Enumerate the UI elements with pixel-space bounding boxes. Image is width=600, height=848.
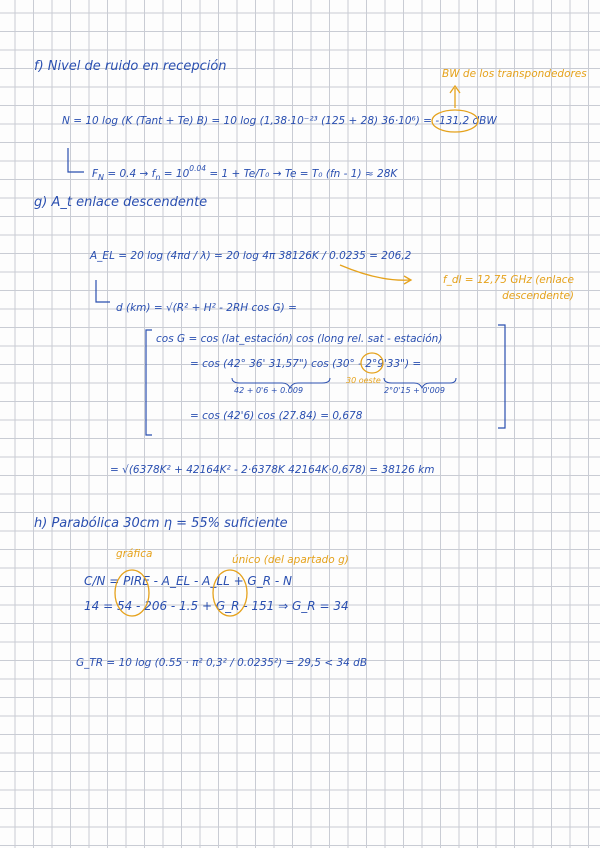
fdl-note: f_dl = 12,75 GHz (enlace descendente) <box>442 274 574 302</box>
section-h-heading: h) Parabólica 30cm η = 55% suficiente <box>34 516 288 531</box>
cos-line-2: = cos (42° 36' 31,57") cos (30° - 2°9'33") = <box>190 358 422 370</box>
cn-values: 14 = 54 - 206 - 1.5 + G_R - 151 ⇒ G_R = 34 <box>84 599 349 613</box>
cos-line-3: = cos (42'6) cos (27.84) = 0,678 <box>190 410 363 422</box>
section-g-heading: g) A_t enlace descendente <box>34 195 208 210</box>
bw-note: BW de los transpondedores <box>442 68 587 80</box>
bracket-right <box>498 325 505 428</box>
section-f-heading: f) Nivel de ruido en recepción <box>34 59 227 74</box>
noise-equation: N = 10 log (K (Tant + Te) B) = 10 log (1,38·10⁻²³ (125 + 28) 36·10⁶) = -131,2 dBW <box>62 115 497 127</box>
te-equation <box>92 164 398 185</box>
te-eq-exp: 0.04 <box>189 164 206 173</box>
te-eq-mid2: = 10 <box>160 168 190 180</box>
fdl-arrow <box>340 265 410 280</box>
gtr-equation: G_TR = 10 log (0.55 · π² 0,3² / 0.0235²) = 29,5 < 34 dB <box>76 657 368 669</box>
g-hook-arrow <box>96 280 110 302</box>
te-eq-sub1: N <box>98 173 105 183</box>
ael-equation: A_EL = 20 log (4πd / λ) = 20 log 4π 38126K / 0.0235 = 206,2 <box>90 250 412 262</box>
cos-under-2: 2°0'15 + 0'009 <box>384 386 445 395</box>
fdl-arrow-head <box>404 276 411 284</box>
te-eq-pre: F <box>92 168 99 180</box>
f-hook-arrow <box>68 148 84 172</box>
bracket-left <box>146 330 152 435</box>
cos-line-1: cos G = cos (lat_estación) cos (long rel. sat - estación) <box>156 333 443 345</box>
cos-note: 30 oeste <box>346 376 381 385</box>
bw-arrow-head <box>450 86 460 93</box>
grafica-note: gráfica <box>116 548 153 560</box>
distance-equation: d (km) = √(R² + H² - 2RH cos G) = <box>116 302 297 314</box>
cn-equation: C/N = PIRE - A_EL - A_LL + G_R - N <box>84 574 293 588</box>
unico-note: único (del apartado g) <box>232 554 349 566</box>
distance-result: = √(6378K² + 42164K² - 2·6378K 42164K·0,678) = 38126 km <box>110 464 435 476</box>
te-eq-mid1: = 0.4 → f <box>104 168 156 180</box>
cos-under-1: 42 + 0'6 + 0.009 <box>234 386 304 395</box>
te-eq-sub2: n <box>155 173 161 183</box>
te-eq-post: = 1 + Te/T₀ → Te = T₀ (fn - 1) ≈ 28K <box>206 168 398 180</box>
